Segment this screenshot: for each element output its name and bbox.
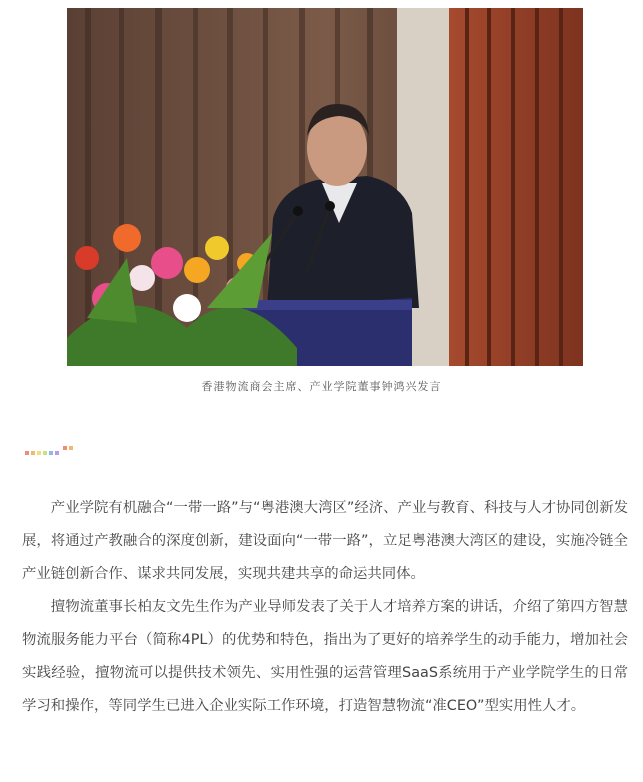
photo-caption: 香港物流商会主席、产业学院董事钟鸿兴发言 — [201, 380, 442, 393]
divider-dot — [63, 446, 67, 450]
divider-dot — [49, 451, 53, 455]
divider-dot — [69, 446, 73, 450]
divider-dot — [55, 451, 59, 455]
paragraph: 产业学院有机融合“一带一路”与“粤港澳大湾区”经济、产业与教育、科技与人才协同创新发展，将通过产教融合的深度创新，建设面向“一带一路”，立足粤港澳大湾区的建设，实施冷链全产业链创新合作、谋求共同发展，实现共建共享的命运共同体。 — [22, 500, 628, 582]
divider-dot — [25, 451, 29, 455]
photo-illustration — [67, 8, 583, 366]
speaker-photo — [67, 8, 583, 366]
article-body — [22, 492, 628, 723]
divider-dot — [31, 451, 35, 455]
divider-dot — [37, 451, 41, 455]
divider-dot — [43, 451, 47, 455]
decorative-divider — [25, 443, 85, 459]
paragraph: 擅物流董事长柏友文先生作为产业导师发表了关于人才培养方案的讲话，介绍了第四方智慧物流服务能力平台（简称4PL）的优势和特色，指出为了更好的培养学生的动手能力，增加社会实践经验，擅物流可以提供技术领先、实用性强的运营管理SaaS系统用于产业学院学生的日常学习和操作，等同学生已进入企业实际工作环境，打造智慧物流“准CEO”型实用性人才。 — [22, 599, 628, 714]
